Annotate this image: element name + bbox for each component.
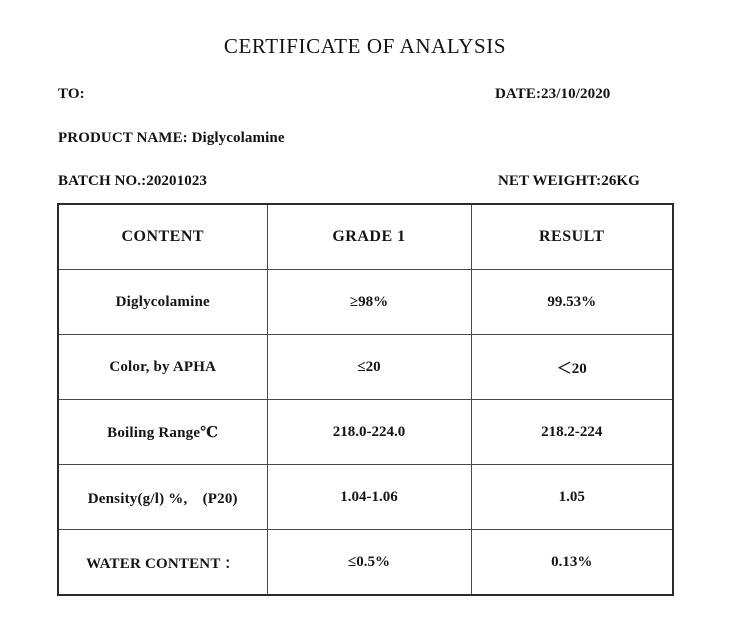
column-header-result: RESULT xyxy=(471,204,673,270)
cell-content: Diglycolamine xyxy=(58,270,267,335)
analysis-table xyxy=(57,203,674,596)
header-row-batch-weight xyxy=(0,173,730,193)
table-row xyxy=(58,335,673,400)
cell-result: 218.2-224 xyxy=(471,400,673,465)
header-row-product xyxy=(0,130,730,150)
header-row-to-date xyxy=(0,86,730,106)
net-weight-value: NET WEIGHT:26KG xyxy=(498,173,640,189)
cell-result: ＜20 xyxy=(471,335,673,400)
cell-result: 0.13% xyxy=(471,530,673,596)
cell-content: Color, by APHA xyxy=(58,335,267,400)
page-title: CERTIFICATE OF ANALYSIS xyxy=(223,34,507,58)
table-row xyxy=(58,530,673,596)
cell-grade-1: 218.0-224.0 xyxy=(267,400,471,465)
cell-grade-1: 1.04-1.06 xyxy=(267,465,471,530)
cell-grade-1: ≥98% xyxy=(267,270,471,335)
column-header-content: CONTENT xyxy=(58,204,267,270)
cell-result: 99.53% xyxy=(471,270,673,335)
cell-result: 1.05 xyxy=(471,465,673,530)
cell-grade-1: ≤0.5% xyxy=(267,530,471,596)
cell-content: Boiling Range℃ xyxy=(58,400,267,465)
product-name-value: PRODUCT NAME: Diglycolamine xyxy=(58,130,285,146)
table-header-row xyxy=(58,204,673,270)
cell-content: Density(g/l) %, (P20) xyxy=(58,465,267,530)
column-header-grade-1: GRADE 1 xyxy=(267,204,471,270)
to-label: TO: xyxy=(58,86,85,102)
batch-no-value: BATCH NO.:20201023 xyxy=(58,173,208,189)
table-row xyxy=(58,400,673,465)
date-value: DATE:23/10/2020 xyxy=(495,86,611,102)
table-row xyxy=(58,465,673,530)
cell-content: WATER CONTENT ： xyxy=(58,530,267,596)
table-row xyxy=(58,270,673,335)
cell-grade-1: ≤20 xyxy=(267,335,471,400)
